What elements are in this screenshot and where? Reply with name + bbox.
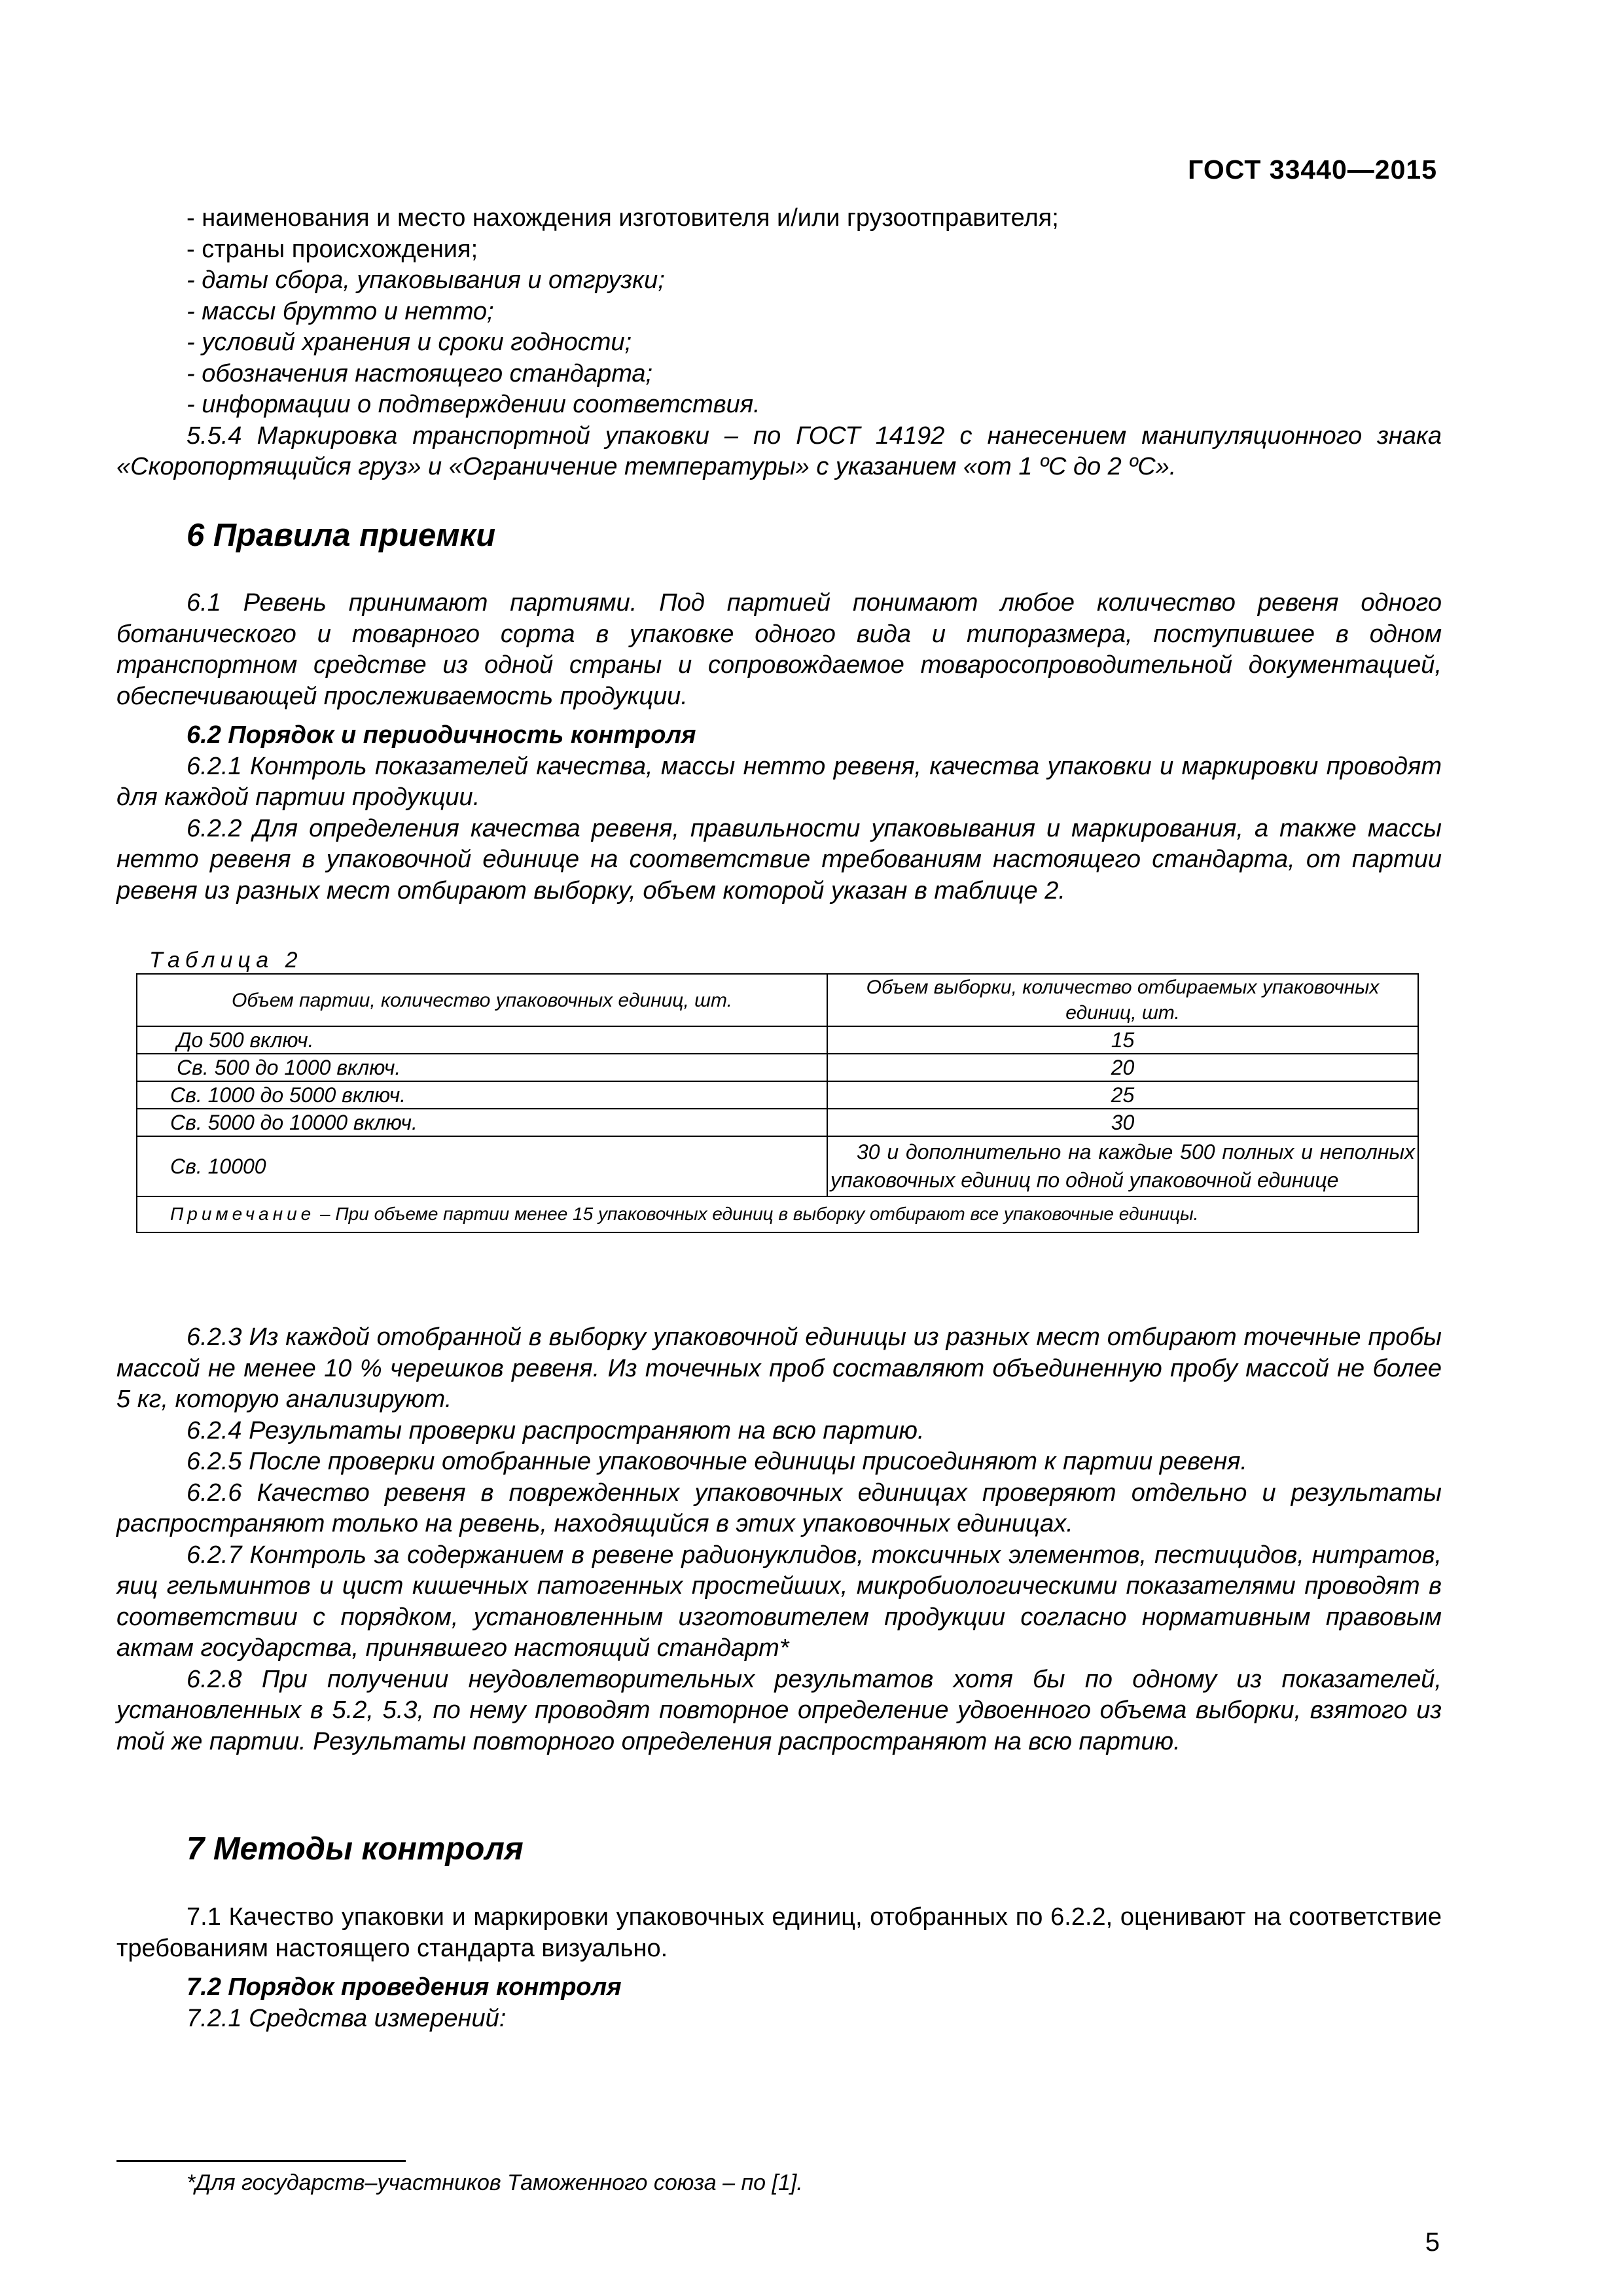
table-note-text: – При объеме партии менее 15 упаковочных единиц в выборку отбирают все упаковочные единицы. <box>315 1204 1199 1224</box>
section-7-body <box>116 1902 1442 2034</box>
table-header-lot: Объем партии, количество упаковочных единиц, шт. <box>137 974 827 1026</box>
paragraph-6-2-8: 6.2.8 При получении неудовлетворительных результатов хотя бы по одному из показателей, установленных в 5.2, 5.3, по нему проводят повторное определение удвоенного объема выборки, взятого из той же партии. Результаты повторного определения распространяют на всю партию. <box>116 1665 1442 1755</box>
list-item: - массы брутто и нетто; <box>187 297 494 325</box>
table-note-row <box>137 1196 1418 1232</box>
table-row <box>137 1054 1418 1081</box>
table-row <box>137 1109 1418 1136</box>
footnote: *Для государств–участников Таможенного союза – по [1]. <box>187 2170 803 2195</box>
paragraph-6-2-3: 6.2.3 Из каждой отобранной в выборку упаковочной единицы из разных мест отбирают точечные пробы массой не менее 10 % черешков ревеня. Из точечных проб составляют объединенную пробу массой не более 5 кг, которую анализируют. <box>116 1323 1442 1413</box>
table-note-label: Примечание <box>170 1204 315 1224</box>
paragraph-6-2-6: 6.2.6 Качество ревеня в поврежденных упаковочных единицах проверяют отдельно и результаты распространяют только на ревень, находящийся в этих упаковочных единицах. <box>116 1479 1442 1537</box>
paragraph-6-2-4: 6.2.4 Результаты проверки распространяют на всю партию. <box>187 1416 925 1444</box>
paragraph-6-2-1: 6.2.1 Контроль показателей качества, массы нетто ревеня, качества упаковки и маркировки проводят для каждой партии продукции. <box>116 752 1442 811</box>
paragraph-5-5-4: 5.5.4 Маркировка транспортной упаковки – по ГОСТ 14192 с нанесением манипуляционного знака «Скоропортящийся груз» и «Ограничение температуры» с указанием «от 1 ºС до 2 ºС». <box>116 422 1442 480</box>
table-header-row <box>137 974 1418 1026</box>
list-item: - наименования и место нахождения изготовителя и/или грузоотправителя; <box>187 204 1059 232</box>
section-6-heading: 6 Правила приемки <box>187 518 496 553</box>
table-cell-sample: 30 и дополнительно на каждые 500 полных и неполных упаковочных единиц по одной упаковочной единице <box>827 1136 1418 1196</box>
paragraph-7-1: 7.1 Качество упаковки и маркировки упаковочных единиц, отобранных по 6.2.2, оценивают на соответствие требованиям настоящего стандарта визуально. <box>116 1903 1442 1962</box>
table-row <box>137 1026 1418 1054</box>
table-note <box>137 1196 1418 1232</box>
table-cell-sample: 15 <box>827 1026 1418 1054</box>
heading-6-2: 6.2 Порядок и периодичность контроля <box>187 721 696 749</box>
table-cell-lot: Св. 500 до 1000 включ. <box>137 1054 827 1081</box>
table-cell-sample: 20 <box>827 1054 1418 1081</box>
table-caption: Таблица 2 <box>149 948 303 973</box>
document-header-id: ГОСТ 33440—2015 <box>1188 154 1437 185</box>
table-row <box>137 1081 1418 1109</box>
section-7-heading: 7 Методы контроля <box>187 1831 524 1867</box>
paragraph-6-1: 6.1 Ревень принимают партиями. Под партией понимают любое количество ревеня одного ботанического и товарного сорта в упаковке одного вида и типоразмера, поступившее в одном транспортном средстве из одной страны и сопровождаемое товаросопроводительной документацией, обеспечивающей прослеживаемость продукции. <box>116 589 1442 710</box>
table-cell-lot: Св. 10000 <box>137 1136 827 1196</box>
list-item: - информации о подтверждении соответствия. <box>187 391 760 418</box>
list-item: - обозначения настоящего стандарта; <box>187 359 653 387</box>
table-cell-lot: Св. 5000 до 10000 включ. <box>137 1109 827 1136</box>
table-cell-lot: До 500 включ. <box>137 1026 827 1054</box>
list-item: - страны происхождения; <box>187 235 478 263</box>
list-item: - даты сбора, упаковывания и отгрузки; <box>187 266 665 294</box>
section-6-body <box>116 588 1442 906</box>
list-item: - условий хранения и сроки годности; <box>187 329 632 356</box>
table-2 <box>136 973 1419 1233</box>
table-header-sample: Объем выборки, количество отбираемых упаковочных единиц, шт. <box>827 974 1418 1026</box>
paragraph-6-2-2: 6.2.2 Для определения качества ревеня, правильности упаковывания и маркирования, а также массы нетто ревеня в упаковочной единице на соответствие требованиям настоящего стандарта, от партии ревеня из разных мест отбирают выборку, объем которой указан в таблице 2. <box>116 814 1442 905</box>
footnote-separator <box>116 2160 406 2162</box>
table-cell-sample: 30 <box>827 1109 1418 1136</box>
paragraph-6-2-7: 6.2.7 Контроль за содержанием в ревене радионуклидов, токсичных элементов, пестицидов, нитратов, яиц гельминтов и цист кишечных патогенных простейших, микробиологическими показателями проводят в соответствии с порядком, установленным изготовителем продукции согласно нормативным правовым актам государства, принявшего настоящий стандарт* <box>116 1541 1442 1662</box>
paragraph-6-2-5: 6.2.5 После проверки отобранные упаковочные единицы присоединяют к партии ревеня. <box>187 1448 1247 1475</box>
page-number: 5 <box>1425 2228 1440 2257</box>
heading-7-2: 7.2 Порядок проведения контроля <box>187 1973 622 2001</box>
table-row <box>137 1136 1418 1196</box>
table-cell-sample: 25 <box>827 1081 1418 1109</box>
table-cell-lot: Св. 1000 до 5000 включ. <box>137 1081 827 1109</box>
marking-list-block <box>116 203 1442 483</box>
section-6-continued <box>116 1322 1442 1757</box>
paragraph-7-2-1: 7.2.1 Средства измерений: <box>187 2004 507 2032</box>
